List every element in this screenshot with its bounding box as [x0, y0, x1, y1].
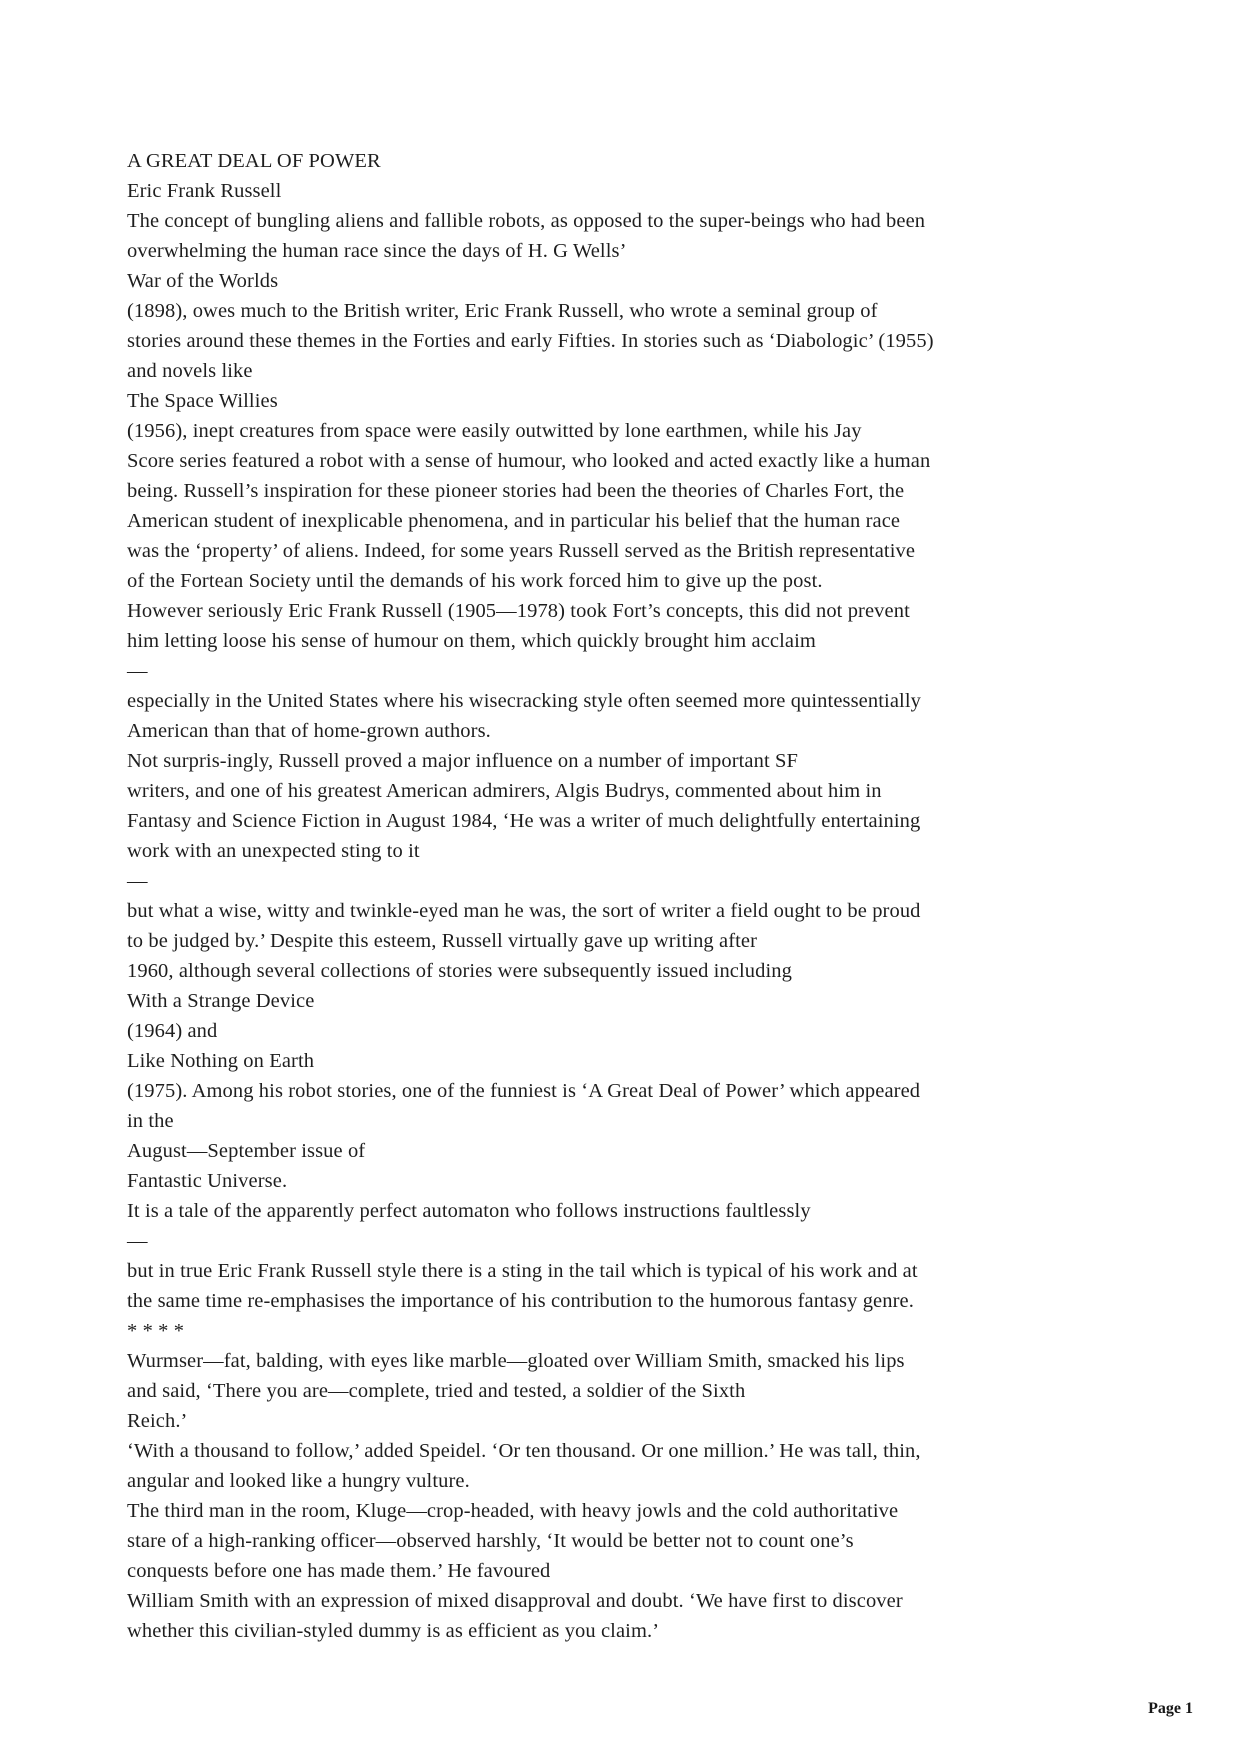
text-line: the same time re-emphasises the importance of his contribution to the humorous fantasy genre. — [127, 1290, 914, 1312]
text-line: American than that of home-grown authors. — [127, 720, 491, 742]
text-line: angular and looked like a hungry vulture. — [127, 1470, 470, 1492]
text-line: in the — [127, 1110, 174, 1132]
text-line: War of the Worlds — [127, 270, 279, 292]
text-line: Wurmser—fat, balding, with eyes like marble—gloated over William Smith, smacked his lips — [127, 1350, 905, 1372]
text-line: American student of inexplicable phenomena, and in particular his belief that the human race — [127, 510, 901, 532]
text-line: Like Nothing on Earth — [127, 1050, 315, 1072]
text-line: — — [127, 1230, 148, 1252]
text-line: and novels like — [127, 360, 253, 382]
text-line: but in true Eric Frank Russell style there is a sting in the tail which is typical of his work and at — [127, 1260, 918, 1282]
text-line: (1975). Among his robot stories, one of the funniest is ‘A Great Deal of Power’ which appeared — [127, 1080, 921, 1102]
text-line: — — [127, 660, 148, 682]
text-line: * * * * — [127, 1320, 185, 1342]
body-text — [127, 146, 1142, 1646]
text-line: him letting loose his sense of humour on them, which quickly brought him acclaim — [127, 630, 816, 652]
text-line: 1960, although several collections of stories were subsequently issued including — [127, 960, 793, 982]
text-line: stories around these themes in the Forties and early Fifties. In stories such as ‘Diabologic’ (1955) — [127, 330, 934, 352]
text-line: Fantasy and Science Fiction in August 1984, ‘He was a writer of much delightfully entertaining — [127, 810, 921, 832]
text-line: (1964) and — [127, 1020, 218, 1042]
page-number: Page 1 — [1148, 1700, 1193, 1717]
text-line: The Space Willies — [127, 390, 278, 412]
text-line: and said, ‘There you are—complete, tried and tested, a soldier of the Sixth — [127, 1380, 746, 1402]
text-line: However seriously Eric Frank Russell (1905—1978) took Fort’s concepts, this did not prevent — [127, 600, 910, 622]
text-line: (1956), inept creatures from space were easily outwitted by lone earthmen, while his Jay — [127, 420, 862, 442]
text-line: It is a tale of the apparently perfect automaton who follows instructions faultlessly — [127, 1200, 811, 1222]
text-line: (1898), owes much to the British writer, Eric Frank Russell, who wrote a seminal group of — [127, 300, 878, 322]
text-line: was the ‘property’ of aliens. Indeed, for some years Russell served as the British representative — [127, 540, 916, 562]
text-line: William Smith with an expression of mixed disapproval and doubt. ‘We have first to discover — [127, 1590, 903, 1612]
text-line: to be judged by.’ Despite this esteem, Russell virtually gave up writing after — [127, 930, 758, 952]
text-line: — — [127, 870, 148, 892]
text-line: The third man in the room, Kluge—crop-headed, with heavy jowls and the cold authoritative — [127, 1500, 899, 1522]
text-line: The concept of bungling aliens and fallible robots, as opposed to the super-beings who had been — [127, 210, 926, 232]
text-line: August—September issue of — [127, 1140, 366, 1162]
text-line: whether this civilian-styled dummy is as efficient as you claim.’ — [127, 1620, 660, 1642]
text-line: conquests before one has made them.’ He favoured — [127, 1560, 551, 1582]
text-line: With a Strange Device — [127, 990, 315, 1012]
text-line: Score series featured a robot with a sense of humour, who looked and acted exactly like a human — [127, 450, 931, 472]
text-line: Not surpris-ingly, Russell proved a major influence on a number of important SF — [127, 750, 798, 772]
text-line: work with an unexpected sting to it — [127, 840, 420, 862]
document-title: A GREAT DEAL OF POWER — [127, 150, 381, 172]
text-line: but what a wise, witty and twinkle-eyed man he was, the sort of writer a field ought to be proud — [127, 900, 921, 922]
text-line: being. Russell’s inspiration for these pioneer stories had been the theories of Charles Fort, the — [127, 480, 905, 502]
text-line: ‘With a thousand to follow,’ added Speidel. ‘Or ten thousand. Or one million.’ He was tall, thin, — [127, 1440, 921, 1462]
text-line: Fantastic Universe. — [127, 1170, 288, 1192]
author-line: Eric Frank Russell — [127, 180, 282, 202]
text-line: overwhelming the human race since the days of H. G Wells’ — [127, 240, 627, 262]
text-line: writers, and one of his greatest American admirers, Algis Budrys, commented about him in — [127, 780, 882, 802]
text-line: especially in the United States where his wisecracking style often seemed more quintessentially — [127, 690, 921, 712]
text-line: of the Fortean Society until the demands of his work forced him to give up the post. — [127, 570, 823, 592]
text-line: Reich.’ — [127, 1410, 188, 1432]
text-line: stare of a high-ranking officer—observed harshly, ‘It would be better not to count one’s — [127, 1530, 854, 1552]
